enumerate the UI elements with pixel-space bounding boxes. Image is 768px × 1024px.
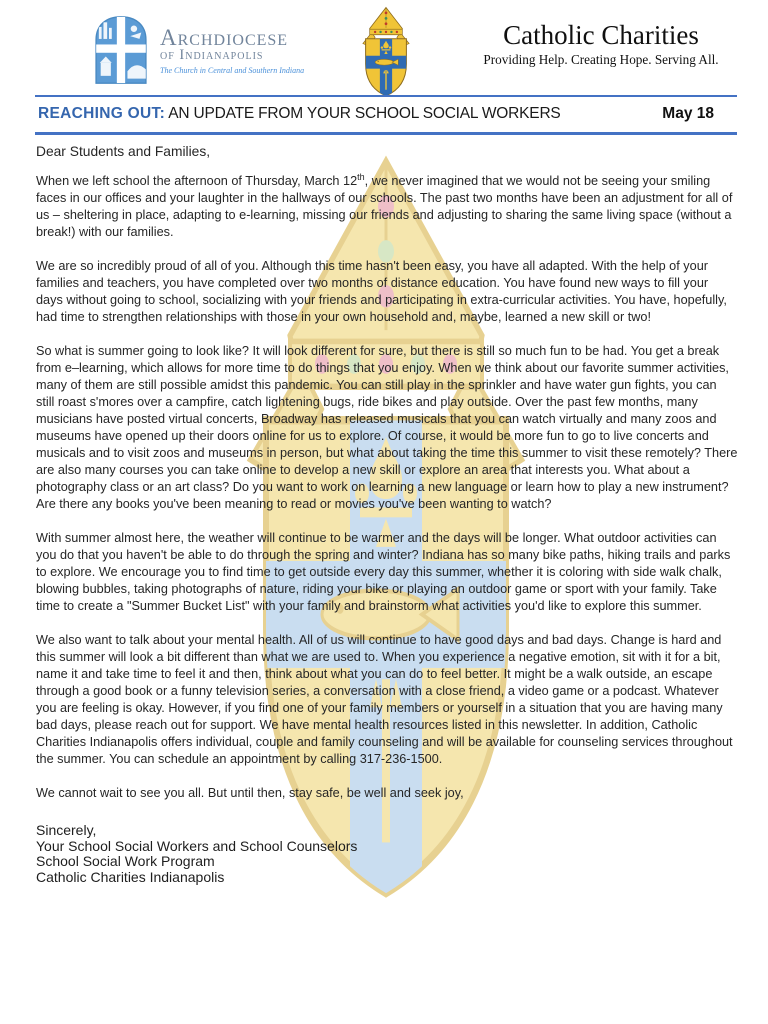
closing-line: We cannot wait to see you all. But until then, stay safe, be well and seek joy, [36, 786, 464, 800]
archdiocese-name: Archdiocese [160, 25, 289, 50]
signature-line-sincerely: Sincerely, [36, 822, 97, 838]
paragraph-2: We are so incredibly proud of all of you. Although this time hasn't been easy, you have all adapted. With the help of your families and teachers, you have completed over two months of distance education. You have found new ways to fill your days without going to school, socializing with your friends and participating in extra-curricular activities. You have, hopefully, had time to strengthen relationships with those in your own household and, maybe, learned a new skill or two! [36, 259, 727, 324]
paragraph-4: With summer almost here, the weather will continue to be warmer and the days will be longer. What outdoor activities can you do that you haven't be able to do through the spring and winter? Indiana has so many bike paths, hiking trails and parks to explore. We encourage you to find time to get outside every day this summer, whether it is coloring with side walk chalk, blowing bubbles, taking photographs of nature, riding your bike or playing an outdoor game or sport with your family. Take time to create a "Summer Bucket List" with your family and brainstorm what activities you'd like to explore this summer. [36, 531, 731, 613]
newsletter-title-banner [35, 95, 737, 135]
paragraph-5: We also want to talk about your mental health. All of us will continue to have good days and bad days. Change is hard and this summer will look a bit different than what we are used to. When you experience a negative emotion, sit with it for a bit, name it and take time to feel it and then, think about what you can do to feel better. It might be a walk outside, an escape through a good book or a funny television series, a conversation with a close friend, a video game or a podcast. Whatever you are feeling is okay. However, if you find one of your family members or yourself in a situation that you are having many bad days, please reach out for support. We have mental health resources listed in this newsletter. In addition, Catholic Charities Indianapolis offers individual, couple and family counseling and will be available for counseling services throughout the summer. You can schedule an appointment by calling 317-236-1500. [36, 633, 733, 766]
signature-block [36, 823, 738, 885]
stained-glass-window-icon [92, 14, 150, 86]
newsletter-title [38, 105, 561, 123]
catholic-charities-tagline: Providing Help. Creating Hope. Serving All. [483, 52, 719, 67]
paragraph-1-text: When we left school the afternoon of Thursday, March 12 [36, 174, 358, 188]
archdiocese-logo [92, 14, 304, 86]
catholic-charities-title: Catholic Charities [503, 20, 699, 50]
newsletter-title-rest: AN UPDATE FROM YOUR SCHOOL SOCIAL WORKERS [165, 105, 561, 122]
page-header [0, 0, 768, 96]
salutation: Dear Students and Families, [36, 144, 211, 159]
newsletter-date: May 18 [662, 105, 714, 122]
paragraph-1-text-cont: , we never imagined that we would not be seeing your smiling faces in our offices and your laughter in the hallways of our schools. The past two months have been an adjustment for all of us – sheltering in place, adapting to e-learning, missing our friends and adjusting to sharing the same living space (without a break!) with our families. [36, 174, 733, 239]
signature-line-program: School Social Work Program [36, 853, 215, 869]
paragraph-1 [36, 173, 738, 241]
catholic-charities-logo [462, 20, 740, 68]
paragraph-3: So what is summer going to look like? It will look different for sure, but there is still so much fun to be had. You get a break from e–learning, which allows for more time to do things that you enjoy. When we think about our favorite summer activities, many of them are still possible amidst this pandemic. You can still play in the sprinkler and have water gun fights, you can still roast s'mores over a campfire, catch lightening bugs, ride bikes and play outside. Over the past few months, many musicians have posted virtual concerts, Broadway has released musicals that you can watch virtually and many zoos and museums have opened up their doors online for us to explore. Of course, it would be more fun to go to live concerts and musicals and to visit zoos and museums in person, but what about taking the time this summer to visit these remotely? There are also many courses you can take online to develop a new skill or explore an area that interests you. What about a photography class or an art class? Do you want to work on learning a new language or learn how to play a new instrument? Are there any books you've been meaning to read or movies you've been wanting to watch? [36, 344, 738, 511]
signature-line-workers: Your School Social Workers and School Counselors [36, 837, 358, 854]
signature-line-org: Catholic Charities Indianapolis [36, 868, 225, 885]
archdiocese-name-line2: of Indianapolis [160, 47, 264, 63]
archdiocese-coat-of-arms-icon [352, 6, 420, 98]
letter-body [36, 143, 738, 885]
ordinal-superscript: th [357, 171, 365, 182]
archdiocese-tagline: The Church in Central and Southern Indiana [160, 66, 305, 75]
newsletter-title-highlight: REACHING OUT: [38, 105, 166, 122]
